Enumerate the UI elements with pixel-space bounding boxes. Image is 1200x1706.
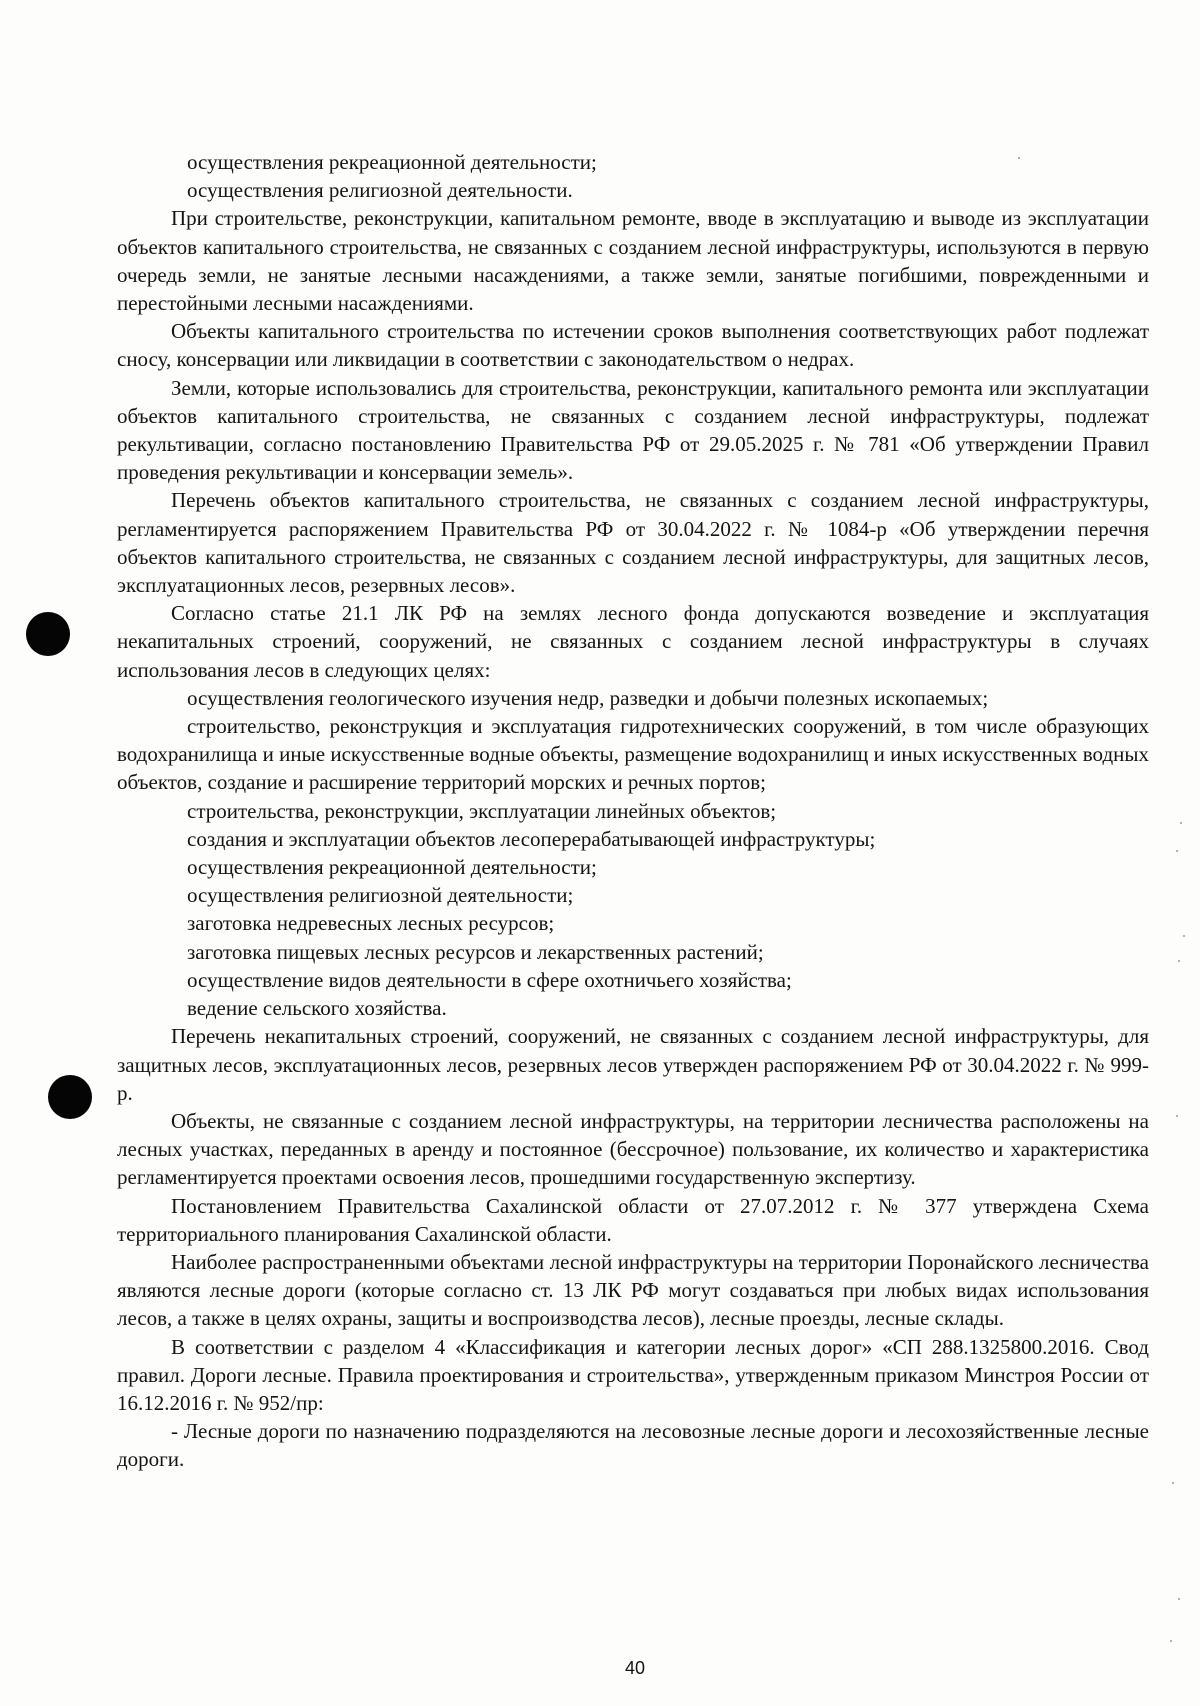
list-item: заготовка недревесных лесных ресурсов; [187, 911, 555, 936]
list-item: создания и эксплуатации объектов лесоперерабатывающей инфраструктуры; [187, 826, 876, 851]
paragraph: Наиболее распространенными объектами лесной инфраструктуры на территории Поронайского лесничества являются лесные дороги (которые согласно ст. 13 ЛК РФ могут создаваться при любых видах использования лесов, а также в целях охраны, защиты и воспроизводства лесов), лесные проезды, лесные склады. [117, 1249, 1149, 1331]
scan-speck [1170, 1640, 1172, 1642]
list-item: осуществление видов деятельности в сфере охотничьего хозяйства; [187, 967, 792, 992]
list-item: заготовка пищевых лесных ресурсов и лекарственных растений; [187, 939, 764, 964]
list-item: строительство, реконструкция и эксплуатация гидротехнических сооружений, в том числе образующих водохранилища и иные искусственные водные объекты, размещение водохранилищ и иных искусственных водных объектов, создание и расширение территорий морских и речных портов; [117, 714, 1149, 795]
list-item: осуществления религиозной деятельности; [187, 883, 574, 908]
scan-speck [1018, 157, 1020, 159]
list-item: осуществления рекреационной деятельности; [187, 150, 597, 174]
list-item: строительства, реконструкции, эксплуатации линейных объектов; [187, 798, 777, 823]
scan-speck [1176, 1115, 1178, 1117]
paragraph: Объекты, не связанные с созданием лесной инфраструктуры, на территории лесничества расположены на лесных участках, переданных в аренду и постоянное (бессрочное) пользование, их количество и характеристика регламентируется проектами освоения лесов, прошедшими государственную экспертизу. [117, 1108, 1149, 1190]
scan-speck [1178, 1598, 1180, 1600]
list-item: осуществления геологического изучения недр, разведки и добычи полезных ископаемых; [187, 685, 989, 710]
paragraph: Перечень некапитальных строений, сооружений, не связанных с созданием лесной инфраструктуры, для защитных лесов, эксплуатационных лесов, резервных лесов утвержден распоряжением РФ от 30.04.2022 г. № 999-р. [117, 1024, 1149, 1105]
list-item: осуществления религиозной деятельности. [187, 178, 573, 203]
punch-hole-mark [48, 1075, 92, 1119]
paragraph: Объекты капитального строительства по истечении сроков выполнения соответствующих работ подлежат сносу, консервации или ликвидации в соответствии с законодательством о недрах. [117, 319, 1149, 372]
paragraph: Постановлением Правительства Сахалинской области от 27.07.2012 г. № 377 утверждена Схема территориального планирования Сахалинской области. [117, 1193, 1149, 1246]
scan-speck [1180, 822, 1182, 824]
paragraph: В соответствии с разделом 4 «Классификация и категории лесных дорог» «СП 288.1325800.2016. Свод правил. Дороги лесные. Правила проектирования и строительства», утвержденным приказом Минстроя России от 16.12.2016 г. № 952/пр: [117, 1334, 1149, 1415]
paragraph: Земли, которые использовались для строительства, реконструкции, капитального ремонта или эксплуатации объектов капитального строительства, не связанных с созданием лесной инфраструктуры, подлежат рекультивации, согласно постановлению Правительства РФ от 29.05.2025 г. № 781 «Об утверждении Правил проведения рекультивации и консервации земель». [117, 375, 1149, 485]
scan-speck [1172, 1482, 1174, 1484]
paragraph: Согласно статье 21.1 ЛК РФ на землях лесного фонда допускаются возведение и эксплуатация некапитальных строений, сооружений, не связанных с созданием лесной инфраструктуры в случаях использования лесов в следующих целях: [117, 601, 1149, 682]
list-item: ведение сельского хозяйства. [187, 996, 447, 1021]
paragraph: - Лесные дороги по назначению подразделяются на лесовозные лесные дороги и лесохозяйственные лесные дороги. [117, 1419, 1149, 1472]
paragraph: Перечень объектов капитального строительства, не связанных с созданием лесной инфраструктуры, регламентируется распоряжением Правительства РФ от 30.04.2022 г. № 1084-р «Об утверждении перечня объектов капитального строительства, не связанных с созданием лесной инфраструктуры, для защитных лесов, эксплуатационных лесов, резервных лесов». [117, 488, 1149, 598]
scan-speck [1176, 850, 1178, 852]
paragraph: При строительстве, реконструкции, капитальном ремонте, вводе в эксплуатацию и выводе из эксплуатации объектов капитального строительства, не связанных с созданием лесной инфраструктуры, используются в первую очередь земли, не занятые лесными насаждениями, а также земли, занятые погибшими, поврежденными и перестойными лесными насаждениями. [117, 206, 1149, 316]
punch-hole-mark [26, 612, 70, 656]
scan-speck [1178, 960, 1180, 962]
scan-speck [1183, 935, 1185, 937]
list-item: осуществления рекреационной деятельности; [187, 855, 597, 880]
document-body [117, 148, 1149, 1474]
page-number: 40 [624, 1658, 646, 1678]
